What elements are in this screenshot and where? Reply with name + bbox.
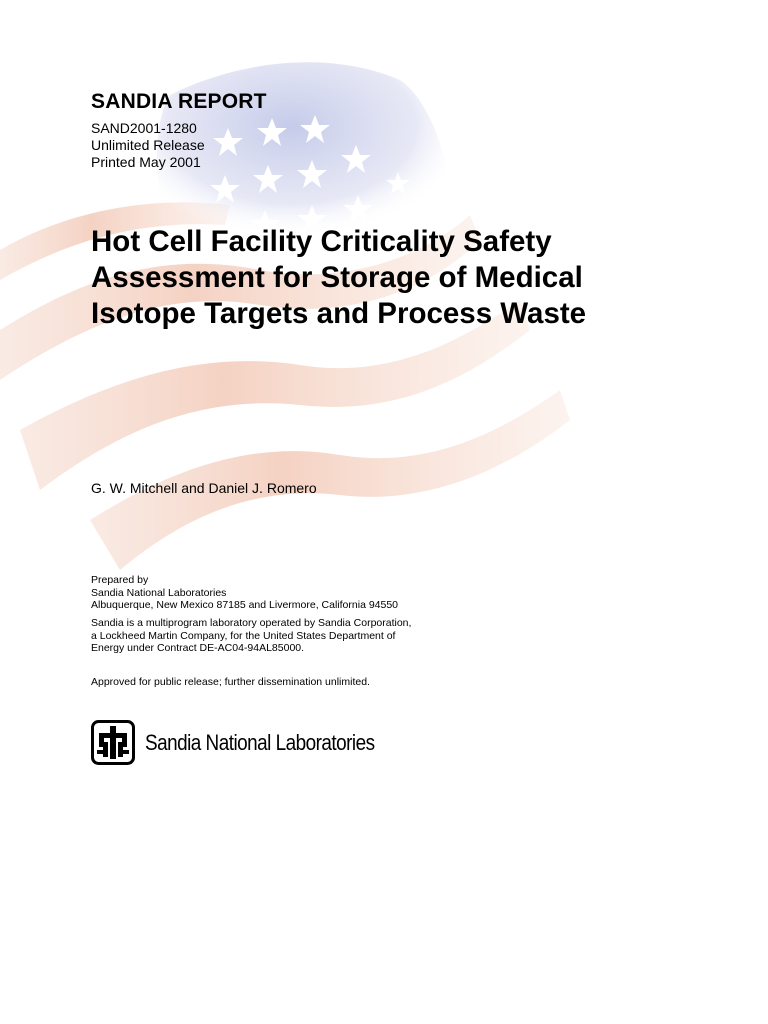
- report-title: [91, 224, 691, 332]
- sandia-logo-text: Sandia National Laboratories: [145, 729, 375, 755]
- prepared-by-location: Albuquerque, New Mexico 87185 and Livermore, California 94550: [91, 599, 399, 611]
- sandia-description: [91, 617, 411, 655]
- sandia-description-line: Energy under Contract DE-AC04-94AL85000.: [91, 642, 305, 654]
- release-status: Unlimited Release: [91, 137, 205, 153]
- sandia-logo: [91, 720, 412, 765]
- approval-statement: Approved for public release; further dissemination unlimited.: [91, 676, 370, 688]
- prepared-by-label: Prepared by: [91, 574, 149, 586]
- report-title-line: Isotope Targets and Process Waste: [91, 297, 587, 330]
- sandia-thunderbird-logo-icon: [91, 720, 135, 765]
- print-date: Printed May 2001: [91, 154, 201, 170]
- sandia-description-line: a Lockheed Martin Company, for the United States Department of: [91, 629, 396, 642]
- authors: G. W. Mitchell and Daniel J. Romero: [91, 480, 317, 496]
- report-series-label: SANDIA REPORT: [91, 90, 267, 113]
- sandia-description-line: Sandia is a multiprogram laboratory operated by Sandia Corporation,: [91, 617, 412, 629]
- prepared-by-block: [91, 574, 398, 612]
- report-number: SAND2001-1280: [91, 120, 197, 136]
- report-title-line: Hot Cell Facility Criticality Safety: [91, 225, 552, 258]
- report-metadata: [91, 120, 205, 171]
- prepared-by-org: Sandia National Laboratories: [91, 586, 227, 599]
- report-title-line: Assessment for Storage of Medical: [91, 261, 583, 294]
